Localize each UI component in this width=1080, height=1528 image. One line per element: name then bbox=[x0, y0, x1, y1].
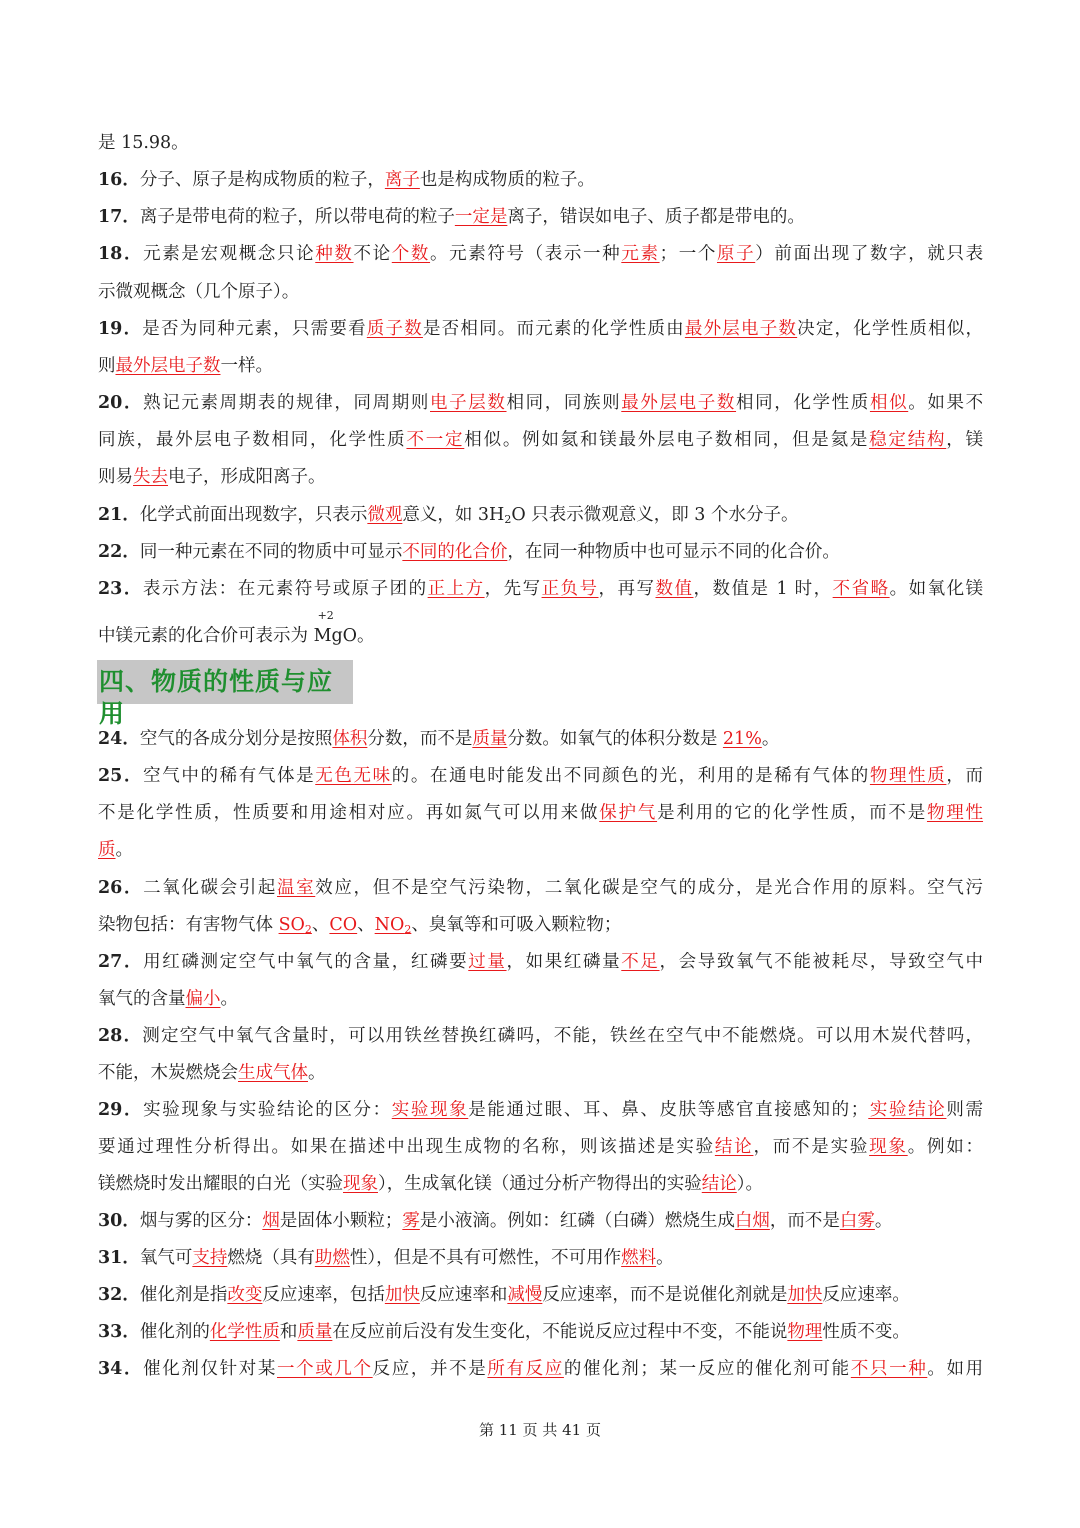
valence-formula: +2 MgO bbox=[313, 609, 358, 646]
item-25-cont: 质。 bbox=[98, 840, 133, 860]
answer-blank: 不只一种 bbox=[850, 1359, 928, 1379]
answer-blank: 一个或几个 bbox=[277, 1359, 373, 1379]
answer-blank: 物理 bbox=[787, 1322, 823, 1342]
answer-blank: 白烟 bbox=[734, 1211, 770, 1231]
answer-blank: 种数 bbox=[315, 244, 354, 264]
item-32: 32．催化剂是指改变反应速率，包括加快反应速率和减慢反应速率，而不是说催化剂就是加快反应速率。 bbox=[98, 1285, 910, 1305]
answer-blank: 质量 bbox=[297, 1322, 333, 1342]
answer-blank: 失去 bbox=[133, 467, 168, 487]
item-25-cont: 不是化学性质，性质要和用途相对应。再如氮气可以用来做保护气是利用的它的化学性质，而不是物理性 bbox=[98, 803, 984, 823]
answer-blank: 质子数 bbox=[366, 319, 423, 339]
answer-blank: 21% bbox=[722, 729, 762, 749]
answer-blank: 保护气 bbox=[599, 803, 658, 823]
answer-blank: 支持 bbox=[192, 1248, 228, 1268]
answer-blank: 不一定 bbox=[406, 430, 465, 450]
item-23: 23．表示方法：在元素符号或原子团的正上方，先写正负号，再写数值，数值是 1 时，不省略。如氧化镁 bbox=[98, 579, 984, 599]
answer-blank: 离子 bbox=[384, 170, 420, 190]
answer-blank: 实验现象 bbox=[391, 1100, 469, 1120]
item-29: 29．实验现象与实验结论的区分：实验现象是能通过眼、耳、鼻、皮肤等感官直接感知的；实验结论则需 bbox=[98, 1100, 984, 1120]
item-34: 34．催化剂仅针对某一个或几个反应，并不是所有反应的催化剂；某一反应的催化剂可能不只一种。如用 bbox=[98, 1359, 984, 1379]
answer-blank: 物理性 bbox=[926, 803, 984, 823]
item-26: 26．二氧化碳会引起温室效应，但不是空气污染物，二氧化碳是空气的成分，是光合作用的原料。空气污 bbox=[98, 878, 984, 898]
item-19-cont: 则最外层电子数一样。 bbox=[98, 356, 273, 376]
item-19: 19．是否为同种元素，只需要看质子数是否相同。而元素的化学性质由最外层电子数决定，化学性质相似， bbox=[98, 319, 984, 339]
item-27: 27．用红磷测定空气中氧气的含量，红磷要过量，如果红磷量不足，会导致氧气不能被耗尽，导致空气中 bbox=[98, 952, 984, 972]
answer-blank: 化学性质 bbox=[209, 1322, 280, 1342]
answer-blank: 最外层电子数 bbox=[621, 393, 737, 413]
item-18: 18．元素是宏观概念只论种数不论个数。元素符号（表示一种元素；一个原子）前面出现了数字，就只表 bbox=[98, 244, 984, 264]
answer-blank: $SO_2$ bbox=[278, 915, 312, 936]
answer-blank: 不足 bbox=[621, 952, 660, 972]
answer-blank: 结论 bbox=[701, 1174, 737, 1194]
answer-blank: 正负号 bbox=[541, 579, 599, 599]
answer-blank: 体积 bbox=[332, 729, 368, 749]
section-heading: 四、物质的性质与应用 bbox=[97, 660, 353, 704]
answer-blank: 改变 bbox=[227, 1285, 263, 1305]
item-33: 33．催化剂的化学性质和质量在反应前后没有发生变化，不能说反应过程中不变，不能说物理性质不变。 bbox=[98, 1322, 910, 1342]
answer-blank: 不同的化合价 bbox=[402, 542, 508, 562]
item-22: 22．同一种元素在不同的物质中可显示不同的化合价，在同一种物质中也可显示不同的化合价。 bbox=[98, 542, 840, 562]
answer-blank: 现象 bbox=[343, 1174, 378, 1194]
item-23-cont: 中镁元素的化合价可表示为 +2 MgO。 bbox=[98, 609, 375, 646]
item-28-cont: 不能，木炭燃烧会生成气体。 bbox=[98, 1063, 326, 1083]
answer-blank: 相似 bbox=[869, 393, 909, 413]
answer-blank: 元素 bbox=[621, 244, 660, 264]
answer-blank: 白雾 bbox=[839, 1211, 875, 1231]
answer-blank: 最外层电子数 bbox=[115, 356, 221, 376]
answer-blank: 雾 bbox=[402, 1211, 420, 1231]
answer-blank: CO bbox=[329, 915, 358, 935]
page-footer: 第 11 页 共 41 页 bbox=[478, 1421, 601, 1439]
item-20-cont: 同族，最外层电子数相同，化学性质不一定相似。例如氦和镁最外层电子数相同，但是氦是稳定结构，镁 bbox=[98, 430, 984, 450]
item-16: 16．分子、原子是构成物质的粒子，离子也是构成物质的粒子。 bbox=[98, 170, 595, 190]
answer-blank: 加快 bbox=[384, 1285, 420, 1305]
answer-blank: 一定是 bbox=[454, 207, 508, 227]
answer-blank: 燃料 bbox=[621, 1248, 657, 1268]
answer-blank: $NO_2$ bbox=[374, 915, 412, 936]
item-26-cont: 染物包括：有害物气体 $SO_2$、CO、$NO_2$、臭氧等和可吸入颗粒物； bbox=[98, 915, 622, 936]
answer-blank: 正上方 bbox=[427, 579, 485, 599]
item-28: 28．测定空气中氧气含量时，可以用铁丝替换红磷吗，不能，铁丝在空气中不能燃烧。可以用木炭代替吗， bbox=[98, 1026, 983, 1046]
answer-blank: 所有反应 bbox=[487, 1359, 564, 1379]
item-20: 20．熟记元素周期表的规律，同周期则电子层数相同，同族则最外层电子数相同，化学性质相似。如果不 bbox=[98, 393, 984, 413]
answer-blank: 烟 bbox=[262, 1211, 280, 1231]
answer-blank: 生成气体 bbox=[238, 1063, 308, 1083]
item-20-cont: 则易失去电子，形成阳离子。 bbox=[98, 467, 326, 487]
item-31: 31．氧气可支持燃烧（具有助燃性），但是不具有可燃性，不可用作燃料。 bbox=[98, 1248, 674, 1268]
answer-blank: 无色无味 bbox=[315, 766, 392, 786]
answer-blank: 原子 bbox=[716, 244, 756, 264]
item-27-cont: 氧气的含量偏小。 bbox=[98, 989, 238, 1009]
item-29-cont: 要通过理性分析得出。如果在描述中出现生成物的名称，则该描述是实验结论，而不是实验现象。例如： bbox=[98, 1137, 984, 1157]
answer-blank: 电子层数 bbox=[430, 393, 507, 413]
answer-blank: 温室 bbox=[277, 878, 316, 898]
item-30: 30．烟与雾的区分：烟是固体小颗粒；雾是小液滴。例如：红磷（白磷）燃烧生成白烟，而不是白雾。 bbox=[98, 1211, 893, 1231]
answer-blank: 个数 bbox=[391, 244, 431, 264]
text-line: 是 15.98。 bbox=[98, 133, 189, 153]
answer-blank: 减慢 bbox=[507, 1285, 543, 1305]
item-17: 17．离子是带电荷的粒子，所以带电荷的粒子一定是离子，错误如电子、质子都是带电的。 bbox=[98, 207, 805, 227]
item-25: 25．空气中的稀有气体是无色无味的。在通电时能发出不同颜色的光，利用的是稀有气体的物理性质，而 bbox=[98, 766, 984, 786]
answer-blank: 微观 bbox=[367, 505, 403, 525]
answer-blank: 结论 bbox=[714, 1137, 754, 1157]
answer-blank: 物理性质 bbox=[869, 766, 947, 786]
answer-blank: 实验结论 bbox=[868, 1100, 947, 1120]
item-29-cont: 镁燃烧时发出耀眼的白光（实验现象），生成氧化镁（通过分析产物得出的实验结论）。 bbox=[98, 1174, 763, 1194]
answer-blank: 最外层电子数 bbox=[684, 319, 798, 339]
answer-blank: 助燃 bbox=[314, 1248, 350, 1268]
answer-blank: 过量 bbox=[468, 952, 507, 972]
answer-blank: 现象 bbox=[869, 1137, 908, 1157]
answer-blank: 偏小 bbox=[185, 989, 221, 1009]
answer-blank: 加快 bbox=[787, 1285, 823, 1305]
item-21: 21．化学式前面出现数字，只表示微观意义，如 $3H_2O$ 只表示微观意义，即 3 个水分子。 bbox=[98, 505, 799, 526]
answer-blank: 稳定结构 bbox=[869, 430, 947, 450]
answer-blank: 质量 bbox=[472, 729, 508, 749]
item-18-cont: 示微观概念（几个原子）。 bbox=[98, 282, 300, 302]
item-24: 24．空气的各成分划分是按照体积分数，而不是质量分数。如氧气的体积分数是 21%。 bbox=[98, 729, 780, 749]
answer-blank: 质 bbox=[98, 840, 116, 860]
answer-blank: 数值 bbox=[655, 579, 694, 599]
answer-blank: 不省略 bbox=[832, 579, 890, 599]
